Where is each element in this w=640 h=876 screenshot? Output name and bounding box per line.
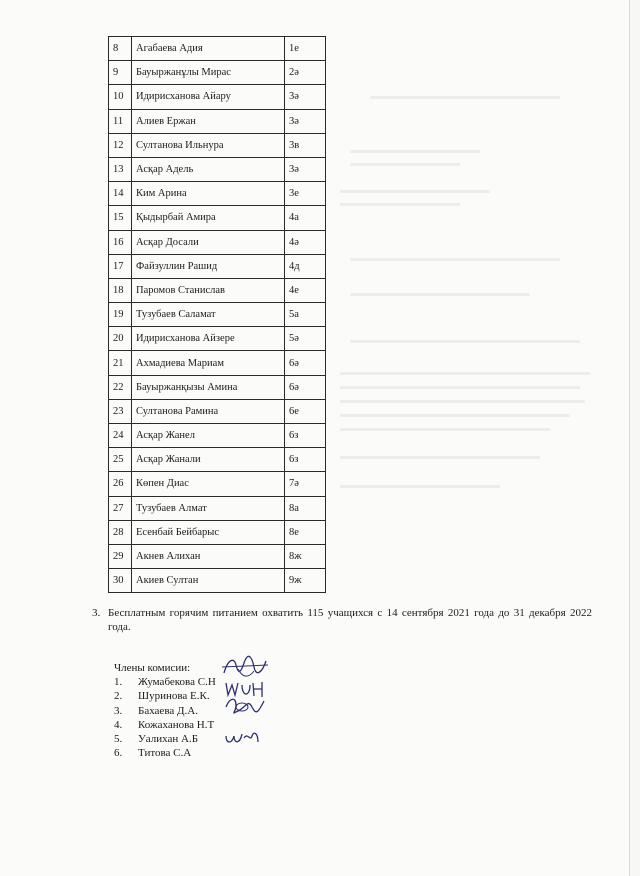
student-class: 6е [285, 399, 326, 423]
student-name: Асқар Жанел [132, 424, 285, 448]
table-row [109, 206, 326, 230]
table-row [109, 472, 326, 496]
student-number: 28 [109, 520, 132, 544]
student-class: 9ж [285, 569, 326, 593]
member-name: Шуринова Е.К. [138, 690, 210, 703]
student-number: 9 [109, 61, 132, 85]
table-row [109, 351, 326, 375]
student-class: 8а [285, 496, 326, 520]
committee-member [114, 704, 216, 718]
student-class: 4а [285, 206, 326, 230]
student-name: Қыдырбай Амира [132, 206, 285, 230]
student-list-table [108, 36, 326, 593]
student-class: 5ә [285, 327, 326, 351]
member-number: 3. [114, 704, 123, 717]
student-name: Тузубаев Саламат [132, 303, 285, 327]
student-name: Асқар Досали [132, 230, 285, 254]
table-row [109, 230, 326, 254]
student-name: Есенбай Бейбарыс [132, 520, 285, 544]
student-number: 14 [109, 182, 132, 206]
table-row [109, 569, 326, 593]
signature-5 [222, 726, 262, 748]
student-name: Тузубаев Алмат [132, 496, 285, 520]
member-name: Уалихан А.Б [138, 733, 199, 746]
table-row [109, 448, 326, 472]
student-name: Ахмадиева Мариам [132, 351, 285, 375]
student-class: 5а [285, 303, 326, 327]
committee-member [114, 732, 216, 746]
committee-member [114, 675, 216, 689]
student-name: Бауыржанұлы Мирас [132, 61, 285, 85]
member-name: Кожаханова Н.Т [138, 718, 215, 731]
table-row [109, 496, 326, 520]
student-number: 23 [109, 399, 132, 423]
student-name: Акнев Алихан [132, 544, 285, 568]
student-class: 3ә [285, 85, 326, 109]
committee-member [114, 746, 216, 760]
member-number: 6. [114, 747, 123, 760]
student-class: 3е [285, 182, 326, 206]
student-class: 4ә [285, 230, 326, 254]
table-row [109, 544, 326, 568]
student-name: Султанова Рамина [132, 399, 285, 423]
committee-member [114, 689, 216, 703]
table-row [109, 109, 326, 133]
student-name: Асқар Жанали [132, 448, 285, 472]
student-number: 24 [109, 424, 132, 448]
student-number: 13 [109, 157, 132, 181]
member-name: Жумабекова С.Н [138, 676, 216, 689]
table-row [109, 520, 326, 544]
member-name: Титова С.А [138, 747, 192, 760]
table-row [109, 37, 326, 61]
student-class: 3ә [285, 157, 326, 181]
student-number: 22 [109, 375, 132, 399]
clause-number: 3. [92, 607, 101, 619]
student-number: 10 [109, 85, 132, 109]
student-name: Идирисханова Айару [132, 85, 285, 109]
signature-3 [222, 693, 268, 717]
student-class: 3ә [285, 109, 326, 133]
table-row [109, 133, 326, 157]
student-name: Ким Арина [132, 182, 285, 206]
student-name: Агабаева Адия [132, 37, 285, 61]
committee-heading: Члены комисии: [114, 662, 191, 674]
student-number: 12 [109, 133, 132, 157]
student-class: 1е [285, 37, 326, 61]
member-number: 2. [114, 690, 123, 703]
student-number: 25 [109, 448, 132, 472]
student-number: 30 [109, 569, 132, 593]
student-name: Көпен Диас [132, 472, 285, 496]
clause-3 [92, 606, 592, 634]
student-class: 4д [285, 254, 326, 278]
student-number: 18 [109, 278, 132, 302]
student-name: Паромов Станислав [132, 278, 285, 302]
student-number: 20 [109, 327, 132, 351]
committee-member [114, 718, 216, 732]
committee-block [114, 661, 216, 760]
student-class: 4е [285, 278, 326, 302]
table-row [109, 375, 326, 399]
student-number: 19 [109, 303, 132, 327]
student-number: 16 [109, 230, 132, 254]
table-row [109, 182, 326, 206]
student-name: Бауыржанқызы Амина [132, 375, 285, 399]
student-class: 8е [285, 520, 326, 544]
student-number: 21 [109, 351, 132, 375]
student-number: 17 [109, 254, 132, 278]
student-number: 15 [109, 206, 132, 230]
student-name: Файзуллин Рашид [132, 254, 285, 278]
student-class: 2ә [285, 61, 326, 85]
member-number: 1. [114, 676, 123, 689]
table-row [109, 424, 326, 448]
student-name: Султанова Ильнура [132, 133, 285, 157]
clause-text: Бесплатным горячим питанием охватить 115 учащихся с 14 сентября 2021 года до 31 декабря 2022 года. [108, 607, 592, 633]
table-row [109, 61, 326, 85]
student-class: 6з [285, 424, 326, 448]
student-class: 6ә [285, 351, 326, 375]
committee-member-list [114, 675, 216, 760]
table-row [109, 278, 326, 302]
student-number: 29 [109, 544, 132, 568]
member-name: Бахаева Д.А. [138, 704, 198, 717]
student-name: Идирисханова Айзере [132, 327, 285, 351]
table-row [109, 327, 326, 351]
table-row [109, 254, 326, 278]
student-class: 6ә [285, 375, 326, 399]
table-row [109, 85, 326, 109]
student-class: 7ә [285, 472, 326, 496]
student-number: 26 [109, 472, 132, 496]
table-row [109, 399, 326, 423]
member-number: 5. [114, 733, 123, 746]
student-number: 27 [109, 496, 132, 520]
table-row [109, 303, 326, 327]
student-number: 11 [109, 109, 132, 133]
student-class: 3в [285, 133, 326, 157]
student-name: Алиев Ержан [132, 109, 285, 133]
student-name: Акиев Султан [132, 569, 285, 593]
student-class: 6з [285, 448, 326, 472]
table-row [109, 157, 326, 181]
member-number: 4. [114, 718, 123, 731]
student-number: 8 [109, 37, 132, 61]
student-class: 8ж [285, 544, 326, 568]
student-name: Асқар Адель [132, 157, 285, 181]
